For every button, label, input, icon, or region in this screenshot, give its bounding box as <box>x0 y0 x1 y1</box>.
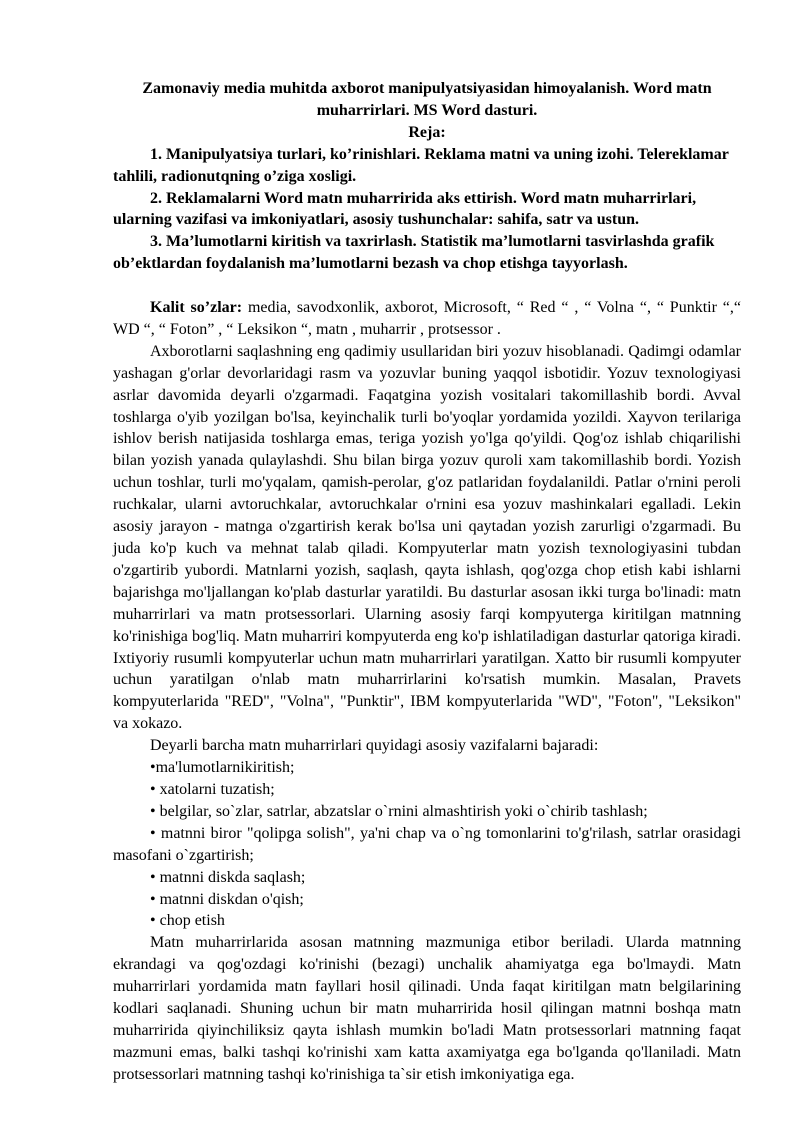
bullet-item-3: • belgilar, so`zlar, satrlar, abzatslar o`rnini almashtirish yoki o`chirib tashlash; <box>150 802 648 820</box>
bullet-item-7: • chop etish <box>150 912 225 930</box>
plan-item-3: 3. Ma’lumotlarni kiritish va taxrirlash. Statistik ma’lumotlarni tasvirlashda grafik ob’ektlardan foydalanish ma’lumotlarni bezash va chop etishga tayyorlash. <box>113 233 715 273</box>
body-paragraph-3: Matn muharrirlarida asosan matnning mazmuniga etibor beriladi. Ularda matnning ekrandagi va qog'ozdagi ko'rinishi (bezagi) unchalik ahamiyatga ega bo'lmaydi. Matn muharrirlari yordamida matn fayllari hosil qilinadi. Unda faqat kiritilgan matn belgilarining kodlari saqlanadi. Shuning uchun bir matn muharririda hosil qilingan matnni boshqa matn muharririda qiyinchiliksiz qayta ishlash mumkin bo'ladi Matn protsessorlari matnning faqat mazmuni emas, balki tashqi ko'rinishi xam katta axamiyatga ega bo'lganda qo'llaniladi. Matn protsessorlari matnning tashqi ko'rinishiga ta`sir etish imkoniyatiga ega. <box>113 934 741 1083</box>
body-paragraph-2: Deyarli barcha matn muharrirlari quyidagi asosiy vazifalarni bajaradi: <box>150 737 599 755</box>
keywords-paragraph <box>113 297 741 341</box>
body-paragraph-1: Axborotlarni saqlashning eng qadimiy usullaridan biri yozuv hisoblanadi. Qadimgi odamlar yashagan g'orlar devorlaridagi rasm va yozuvlar buning yaqqol isbotidir. Yozuv texnologiyasi asrlar davomida deyarli o'zgarmadi. Faqatgina yozish vositalari takomillashib bordi. Avval toshlarga o'yib yozilgan bo'lsa, keyinchalik turli bo'yoqlar yordamida yozildi. Xayvon terilariga ishlov berish natijasida toshlarga emas, teriga yozish yo'lga qo'yildi. Qog'oz ishlab chiqarilishi bilan yozish yanada qulaylashdi. Shu bilan birga yozuv quroli xam takomillashib bordi. Yozish uchun toshlar, turli mo'yqalam, qamish-perolar, g'oz patlaridan foydalanildi. Patlar o'rnini peroli ruchkalar, ularni avtoruchkalar, avtoruchkalar o'rnini esa yozuv mashinkalari egalladi. Lekin asosiy jarayon - matnga o'zgartirish kerak bo'lsa uni qaytadan yozish zarurligi o'zgarmadi. Bu juda ko'p kuch va mehnat talab qiladi. Kompyuterlar matn yozish texnologiyasini tubdan o'zgartirib yubordi. Matnlarni yozish, saqlash, qayta ishlash, qog'ozga chop etish kabi ishlarni bajarishga mo'ljallangan ko'plab dasturlar yaratildi. Bu dasturlar asosan ikki turga bo'linadi: matn muharrirlari va matn protsessorlari. Ularning asosiy farqi kompyuterga kiritilgan matnning ko'rinishiga bog'liq. Matn muharriri kompyuterda eng ko'p ishlatiladigan dasturlar qatoriga kiradi. Ixtiyoriy rusumli kompyuterlar uchun matn muharrirlari yaratilgan. Xatto bir rusumli kompyuter uchun yaratilgan o'nlab matn muharrirlarini ko'rsatish mumkin. Masalan, Pravets kompyuterlarida "RED", "Volna", "Punktir", IBM kompyuterlarida "WD", "Foton", "Leksikon" va xokazo. <box>113 342 741 733</box>
blank-line <box>113 275 741 297</box>
bullet-item-5: • matnni diskda saqlash; <box>150 868 306 886</box>
document-title: Zamonaviy media muhitda axborot manipulyatsiyasidan himoyalanish. Word matn muharrirlari. MS Word dasturi. <box>142 80 712 119</box>
bullet-item-1: •ma'lumotlarnikiritish; <box>150 759 295 777</box>
bullet-item-4: • matnni biror "qolipga solish", ya'ni chap va o`ng tomonlarini to'g'rilash, satrlar orasidagi masofani o`zgartirish; <box>113 824 741 864</box>
bullet-item-6: • matnni diskdan o'qish; <box>150 890 304 908</box>
plan-item-1: 1. Manipulyatsiya turlari, ko’rinishlari. Reklama matni va uning izohi. Telereklamar tahlili, radionutqning o’ziga xosligi. <box>113 145 729 185</box>
bullet-item-2: • xatolarni tuzatish; <box>150 780 275 798</box>
keywords-text: media, savodxonlik, axborot, Microsoft, “ Red “ , “ Volna “, “ Punktir “,“ WD “, “ Foton” , “ Leksikon “, matn , muharrir , protsessor . <box>113 299 741 338</box>
keywords-label: Kalit so’zlar: <box>150 299 243 317</box>
plan-item-2: 2. Reklamalarni Word matn muharririda aks ettirish. Word matn muharrirlari, ularning vazifasi va imkoniyatlari, asosiy tushunchalar: sahifa, satr va ustun. <box>113 189 697 229</box>
document-page <box>113 78 741 1086</box>
plan-heading: Reja: <box>408 123 446 141</box>
